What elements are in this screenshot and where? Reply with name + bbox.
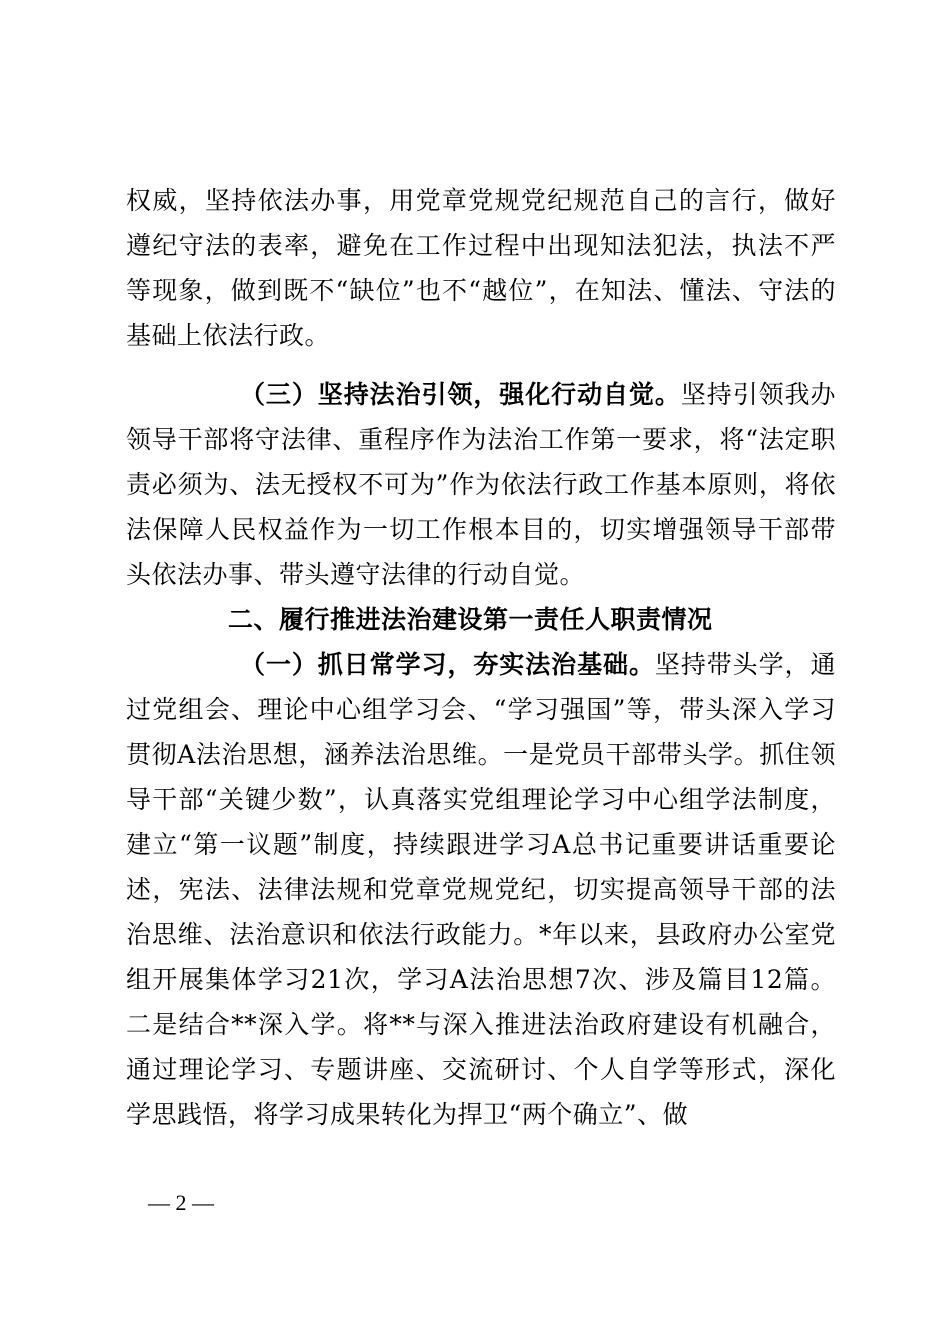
paragraph-body-text: 坚持引领我办领导干部将守法律、重程序作为法治工作第一要求，将“法定职责必须为、法无授权不可为”作为依法行政工作基本原则，将依法保障人民权益作为一切工作根本目的，切实增强领导干部带头依法办事、带头遵守法律的行动自觉。 [126,380,836,589]
page-number: — 2 — [148,1190,214,1215]
section-heading: 二、履行推进法治建设第一责任人职责情况 [228,605,713,634]
body-paragraph: 权威，坚持依法办事，用党章党规党纪规范自己的言行，做好遵纪守法的表率，避免在工作过程中出现知法犯法，执法不严等现象，做到既不“缺位”也不“越位”，在知法、懂法、守法的基础上依法行政。 [126,186,836,350]
paragraph-lead-heading: （一）抓日常学习，夯实法治基础。 [240,650,655,679]
body-paragraph [126,372,836,597]
paragraph-lead-heading: （三）坚持法治引领，强化行动自觉。 [240,380,681,409]
body-paragraph [126,642,836,1137]
paragraph-body-text: 坚持带头学，通过党组会、理论中心组学习会、“学习强国”等，带头深入学习贯彻A法治思想，涵养法治思维。一是党员干部带头学。抓住领导干部“关键少数”，认真落实党组理论学习中心组学法制度，建立“第一议题”制度，持续跟进学习A总书记重要讲话重要论述，宪法、法律法规和党章党规党纪，切实提高领导干部的法治思维、法治意识和依法行政能力。*年以来，县政府办公室党组开展集体学习21次，学习A法治思想7次、涉及篇目12篇。二是结合**深入学。将**与深入推进法治政府建设有机融合，通过理论学习、专题讲座、交流研讨、个人自学等形式，深化学思践悟，将学习成果转化为捍卫“两个确立”、做 [126,650,836,1129]
